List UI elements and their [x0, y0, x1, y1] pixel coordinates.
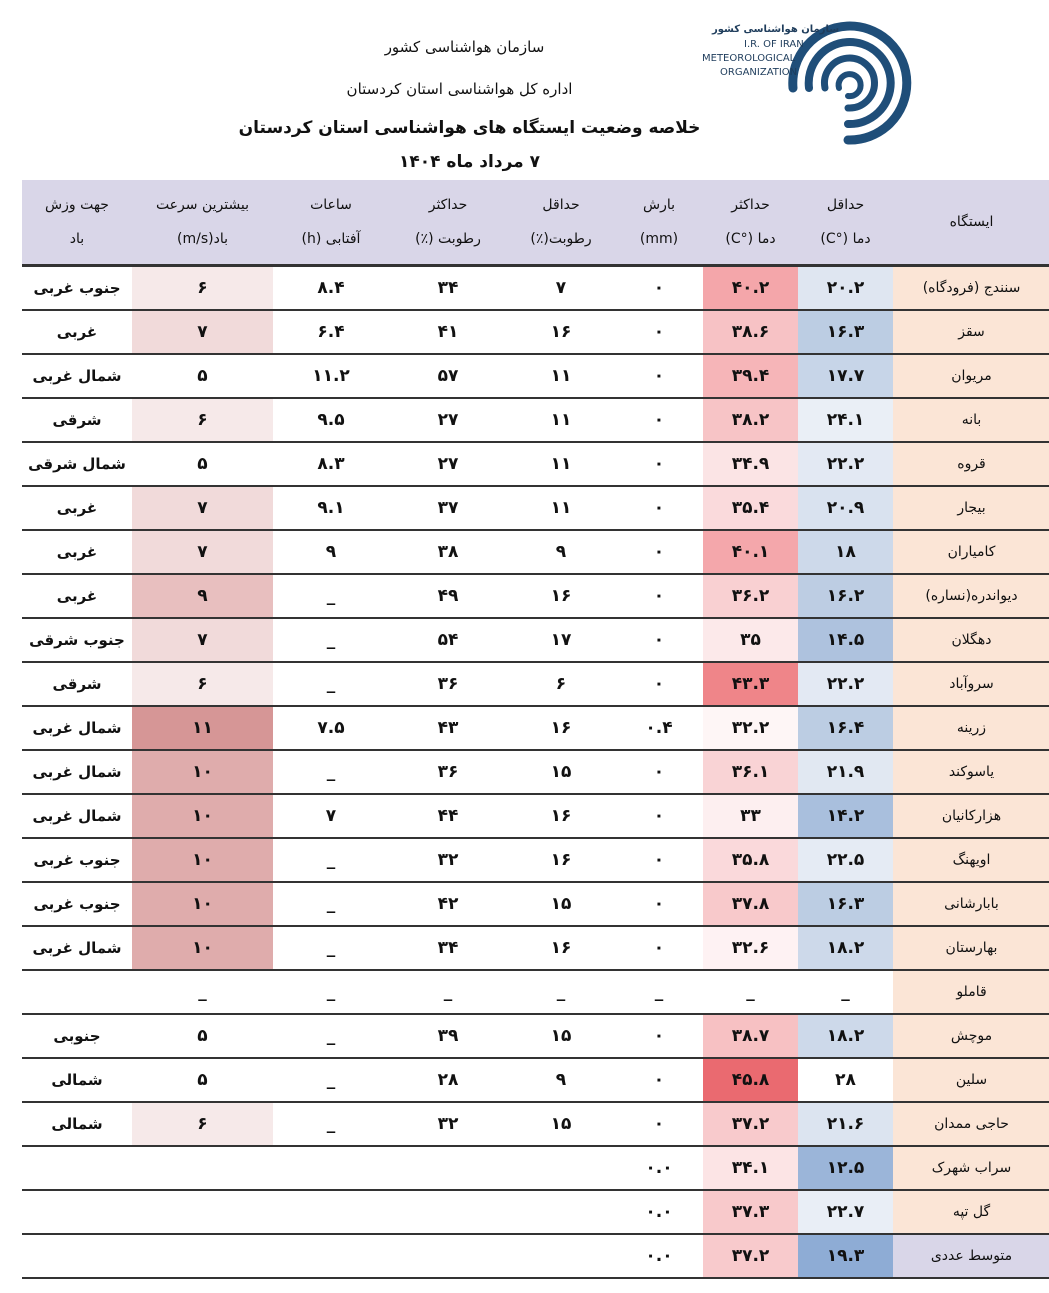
cell-sun: _ [273, 1058, 389, 1102]
cell-precip: ۰ [615, 618, 703, 662]
cell-wind: ۱۰ [132, 750, 273, 794]
column-header-line2: (mm) [639, 231, 679, 247]
table-row [22, 618, 1049, 662]
cell-tmin: ۱۸.۲ [798, 1014, 893, 1058]
cell-precip: ۰ [615, 1102, 703, 1146]
cell-rhmax: ۳۲ [389, 838, 507, 882]
cell-sun: ۶.۴ [273, 310, 389, 354]
column-header [615, 180, 703, 266]
cell-rhmin [507, 1234, 615, 1278]
cell-wind: ۵ [132, 354, 273, 398]
table-row [22, 970, 1049, 1014]
cell-tmin: ۲۸ [798, 1058, 893, 1102]
cell-precip: ۰ [615, 1058, 703, 1102]
cell-wind [132, 1234, 273, 1278]
cell-station: سراب شهرک [893, 1146, 1049, 1190]
table-row [22, 882, 1049, 926]
cell-station: کامیاران [893, 530, 1049, 574]
cell-dir: غربی [22, 574, 132, 618]
cell-tmin: ۱۴.۵ [798, 618, 893, 662]
cell-wind: ۵ [132, 1014, 273, 1058]
cell-precip: ۰ [615, 354, 703, 398]
cell-precip: ۰.۰ [615, 1146, 703, 1190]
cell-station: موچش [893, 1014, 1049, 1058]
cell-tmin: ۱۴.۲ [798, 794, 893, 838]
table-row [22, 1058, 1049, 1102]
cell-rhmin: ۱۷ [507, 618, 615, 662]
cell-tmax: _ [703, 970, 798, 1014]
logo-line3: ORGANIZATION [720, 67, 798, 78]
cell-precip: ۰ [615, 266, 703, 311]
cell-rhmin: ۱۱ [507, 354, 615, 398]
cell-tmax: ۳۵.۸ [703, 838, 798, 882]
cell-precip: ۰.۰ [615, 1234, 703, 1278]
cell-tmax: ۳۸.۶ [703, 310, 798, 354]
cell-dir: شمال غربی [22, 750, 132, 794]
cell-precip: ۰ [615, 574, 703, 618]
cell-sun [273, 1190, 389, 1234]
cell-tmin: ۱۸ [798, 530, 893, 574]
cell-rhmax: ۴۲ [389, 882, 507, 926]
cell-tmax: ۴۳.۳ [703, 662, 798, 706]
cell-rhmin: ۱۶ [507, 926, 615, 970]
cell-wind [132, 1146, 273, 1190]
cell-rhmin: ۱۱ [507, 486, 615, 530]
cell-dir: شمال غربی [22, 794, 132, 838]
cell-sun: _ [273, 662, 389, 706]
cell-rhmin: ۱۶ [507, 574, 615, 618]
cell-sun: ۷.۵ [273, 706, 389, 750]
cell-tmax: ۳۲.۶ [703, 926, 798, 970]
cell-rhmin: ۱۱ [507, 398, 615, 442]
cell-tmin: ۲۰.۹ [798, 486, 893, 530]
cell-tmin: ۲۱.۹ [798, 750, 893, 794]
cell-tmin: ۲۰.۲ [798, 266, 893, 311]
table-row [22, 1146, 1049, 1190]
table-row [22, 750, 1049, 794]
cell-tmax: ۳۵.۴ [703, 486, 798, 530]
cell-tmin: ۱۸.۲ [798, 926, 893, 970]
column-header [893, 180, 1049, 266]
cell-wind: ۶ [132, 1102, 273, 1146]
cell-tmin: _ [798, 970, 893, 1014]
cell-tmax: ۴۰.۲ [703, 266, 798, 311]
cell-station: سقز [893, 310, 1049, 354]
column-header [798, 180, 893, 266]
cell-tmax: ۳۷.۸ [703, 882, 798, 926]
table-row [22, 1014, 1049, 1058]
cell-tmax: ۳۹.۴ [703, 354, 798, 398]
cell-tmax: ۳۶.۱ [703, 750, 798, 794]
cell-rhmax: ۲۸ [389, 1058, 507, 1102]
cell-rhmax: ۳۴ [389, 266, 507, 311]
cell-wind: _ [132, 970, 273, 1014]
cell-precip: ۰ [615, 486, 703, 530]
table-body [22, 266, 1049, 1279]
cell-tmin: ۱۹.۳ [798, 1234, 893, 1278]
cell-tmin: ۲۲.۷ [798, 1190, 893, 1234]
table-row [22, 530, 1049, 574]
cell-precip: ۰ [615, 442, 703, 486]
cell-tmax: ۳۷.۲ [703, 1102, 798, 1146]
cell-wind: ۷ [132, 618, 273, 662]
cell-tmin: ۱۶.۲ [798, 574, 893, 618]
cell-rhmin [507, 1190, 615, 1234]
column-header [703, 180, 798, 266]
column-header-line1: حداکثر [731, 197, 770, 213]
cell-station: بیجار [893, 486, 1049, 530]
cell-tmax: ۳۷.۳ [703, 1190, 798, 1234]
cell-tmax: ۳۸.۷ [703, 1014, 798, 1058]
cell-wind: ۱۰ [132, 882, 273, 926]
cell-tmin: ۱۶.۳ [798, 310, 893, 354]
report-title: خلاصه وضعیت ایستگاه های هواشناسی استان کردستان [238, 118, 701, 138]
logo-fa-text: سازمان هواشناسی کشور [712, 24, 840, 35]
table-row [22, 574, 1049, 618]
table-row [22, 1102, 1049, 1146]
cell-rhmax [389, 1146, 507, 1190]
cell-sun: _ [273, 750, 389, 794]
logo-line1: I.R. OF IRAN [744, 39, 804, 50]
cell-rhmin: ۱۱ [507, 442, 615, 486]
cell-rhmin: ۶ [507, 662, 615, 706]
column-header-line2: دما (°C) [820, 231, 871, 247]
cell-dir: غربی [22, 310, 132, 354]
cell-precip: ۰ [615, 398, 703, 442]
cell-precip: ۰.۰ [615, 1190, 703, 1234]
table-row [22, 354, 1049, 398]
cell-wind: ۱۰ [132, 926, 273, 970]
cell-rhmax [389, 1234, 507, 1278]
cell-rhmax: ۳۶ [389, 750, 507, 794]
cell-sun: _ [273, 1014, 389, 1058]
column-header-line2: ایستگاه [949, 214, 994, 230]
column-header-line1: جهت وزش [45, 197, 109, 213]
logo-line2: METEOROLOGICAL [702, 53, 796, 64]
cell-tmin: ۱۶.۳ [798, 882, 893, 926]
cell-tmin: ۱۶.۴ [798, 706, 893, 750]
cell-rhmin [507, 1146, 615, 1190]
cell-sun: ۸.۳ [273, 442, 389, 486]
table-header-row [22, 180, 1049, 266]
cell-station: مریوان [893, 354, 1049, 398]
cell-tmin: ۱۷.۷ [798, 354, 893, 398]
column-header [273, 180, 389, 266]
cell-tmin: ۱۲.۵ [798, 1146, 893, 1190]
cell-dir: جنوب غربی [22, 266, 132, 311]
cell-wind: ۷ [132, 310, 273, 354]
cell-dir [22, 970, 132, 1014]
column-header [132, 180, 273, 266]
cell-dir: غربی [22, 486, 132, 530]
cell-rhmax: ۳۶ [389, 662, 507, 706]
cell-rhmax: ۲۷ [389, 398, 507, 442]
cell-wind: ۷ [132, 530, 273, 574]
cell-sun: ۹.۱ [273, 486, 389, 530]
cell-wind: ۶ [132, 266, 273, 311]
cell-wind: ۵ [132, 442, 273, 486]
cell-rhmin: ۱۶ [507, 706, 615, 750]
table-row [22, 266, 1049, 311]
table-row [22, 926, 1049, 970]
column-header-line2: دما (°C) [725, 231, 776, 247]
cell-dir [22, 1146, 132, 1190]
cell-wind [132, 1190, 273, 1234]
report-date: ۷ مرداد ماه ۱۴۰۴ [399, 152, 540, 172]
cell-dir: شمال شرقی [22, 442, 132, 486]
column-header-line1: بیشترین سرعت [155, 197, 250, 213]
cell-tmin: ۲۲.۲ [798, 662, 893, 706]
cell-sun: ۹ [273, 530, 389, 574]
cell-dir: شرقی [22, 662, 132, 706]
cell-station: قاملو [893, 970, 1049, 1014]
cell-sun [273, 1146, 389, 1190]
cell-sun: ۷ [273, 794, 389, 838]
cell-dir: شمال غربی [22, 706, 132, 750]
cell-tmax: ۳۴.۹ [703, 442, 798, 486]
cell-tmax: ۴۵.۸ [703, 1058, 798, 1102]
cell-rhmax: ۴۳ [389, 706, 507, 750]
table-row [22, 310, 1049, 354]
cell-sun: _ [273, 618, 389, 662]
cell-tmax: ۳۴.۱ [703, 1146, 798, 1190]
cell-station: بهارستان [893, 926, 1049, 970]
cell-station: حاجی ممدان [893, 1102, 1049, 1146]
cell-rhmax: ۳۸ [389, 530, 507, 574]
cell-precip: ۰ [615, 750, 703, 794]
cell-dir: شمالی [22, 1102, 132, 1146]
column-header-line2: باد(m/s) [177, 231, 228, 247]
cell-tmax: ۳۳ [703, 794, 798, 838]
cell-rhmax: ۲۷ [389, 442, 507, 486]
cell-tmin: ۲۱.۶ [798, 1102, 893, 1146]
cell-precip: ۰.۴ [615, 706, 703, 750]
cell-rhmin: ۱۵ [507, 750, 615, 794]
cell-precip: ۰ [615, 794, 703, 838]
column-header-line2: رطوبت (٪) [415, 231, 481, 247]
cell-tmax: ۳۲.۲ [703, 706, 798, 750]
cell-station: زرینه [893, 706, 1049, 750]
cell-rhmin: ۱۵ [507, 1102, 615, 1146]
table-row [22, 486, 1049, 530]
cell-station: متوسط عددی [893, 1234, 1049, 1278]
cell-dir: جنوب غربی [22, 838, 132, 882]
cell-rhmax: ۳۴ [389, 926, 507, 970]
cell-wind: ۱۰ [132, 838, 273, 882]
cell-rhmax: ۴۱ [389, 310, 507, 354]
cell-rhmax: ۴۴ [389, 794, 507, 838]
cell-sun [273, 1234, 389, 1278]
cell-wind: ۷ [132, 486, 273, 530]
cell-rhmax: ۳۷ [389, 486, 507, 530]
cell-dir: غربی [22, 530, 132, 574]
cell-station: دهگلان [893, 618, 1049, 662]
cell-rhmin: ۹ [507, 530, 615, 574]
table-row [22, 442, 1049, 486]
cell-sun: _ [273, 838, 389, 882]
cell-station: سنندج (فرودگاه) [893, 266, 1049, 311]
cell-rhmax: ۳۲ [389, 1102, 507, 1146]
cell-rhmax: ۵۷ [389, 354, 507, 398]
cell-sun: ۸.۴ [273, 266, 389, 311]
table-row [22, 706, 1049, 750]
cell-station: سلین [893, 1058, 1049, 1102]
cell-station: سروآباد [893, 662, 1049, 706]
cell-dir: جنوب غربی [22, 882, 132, 926]
cell-rhmin: ۹ [507, 1058, 615, 1102]
weather-summary-table [22, 180, 1049, 1279]
cell-station: دیواندره(نساره) [893, 574, 1049, 618]
table-row [22, 794, 1049, 838]
cell-sun: _ [273, 574, 389, 618]
table-row [22, 838, 1049, 882]
column-header-line1: ساعات [310, 197, 352, 213]
cell-wind: ۱۱ [132, 706, 273, 750]
cell-wind: ۱۰ [132, 794, 273, 838]
cell-dir [22, 1234, 132, 1278]
cell-sun: _ [273, 1102, 389, 1146]
cell-precip: ۰ [615, 310, 703, 354]
cell-station: قروه [893, 442, 1049, 486]
cell-station: بانه [893, 398, 1049, 442]
cell-tmin: ۲۴.۱ [798, 398, 893, 442]
cell-rhmin: ۱۶ [507, 794, 615, 838]
cell-station: یاسوکند [893, 750, 1049, 794]
cell-wind: ۹ [132, 574, 273, 618]
column-header-line1: بارش [642, 197, 675, 213]
cell-sun: _ [273, 926, 389, 970]
cell-precip: ۰ [615, 882, 703, 926]
column-header [22, 180, 132, 266]
cell-sun: _ [273, 970, 389, 1014]
cell-dir: جنوب شرقی [22, 618, 132, 662]
cell-precip: ۰ [615, 530, 703, 574]
cell-dir [22, 1190, 132, 1234]
cell-precip: ۰ [615, 926, 703, 970]
cell-tmax: ۴۰.۱ [703, 530, 798, 574]
cell-tmin: ۲۲.۲ [798, 442, 893, 486]
cell-dir: شرقی [22, 398, 132, 442]
cell-tmax: ۳۵ [703, 618, 798, 662]
cell-sun: ۱۱.۲ [273, 354, 389, 398]
cell-rhmax: ۳۹ [389, 1014, 507, 1058]
cell-tmax: ۳۷.۲ [703, 1234, 798, 1278]
cell-wind: ۵ [132, 1058, 273, 1102]
cell-station: هزارکانیان [893, 794, 1049, 838]
column-header [507, 180, 615, 266]
cell-dir: شمال غربی [22, 354, 132, 398]
column-header-line1: حداکثر [428, 197, 468, 213]
table-row [22, 662, 1049, 706]
cell-sun: ۹.۵ [273, 398, 389, 442]
cell-tmin: ۲۲.۵ [798, 838, 893, 882]
cell-rhmin: ۱۶ [507, 838, 615, 882]
cell-dir: شمال غربی [22, 926, 132, 970]
column-header-line2: آفتابی (h) [301, 231, 361, 247]
cell-station: بابارشانی [893, 882, 1049, 926]
cell-rhmax: ۴۹ [389, 574, 507, 618]
cell-rhmax: _ [389, 970, 507, 1014]
cell-precip: _ [615, 970, 703, 1014]
cell-wind: ۶ [132, 662, 273, 706]
cell-station: اویهنگ [893, 838, 1049, 882]
column-header [389, 180, 507, 266]
cell-precip: ۰ [615, 838, 703, 882]
column-header-line2: رطوبت(٪) [530, 231, 592, 247]
cell-tmax: ۳۶.۲ [703, 574, 798, 618]
cell-precip: ۰ [615, 1014, 703, 1058]
cell-rhmax [389, 1190, 507, 1234]
department-name: اداره کل هواشناسی استان کردستان [346, 80, 573, 98]
cell-rhmin: ۱۵ [507, 1014, 615, 1058]
cell-station: گل تپه [893, 1190, 1049, 1234]
cell-dir: جنوبی [22, 1014, 132, 1058]
cell-wind: ۶ [132, 398, 273, 442]
cell-rhmax: ۵۴ [389, 618, 507, 662]
cell-rhmin: ۷ [507, 266, 615, 311]
cell-precip: ۰ [615, 662, 703, 706]
cell-rhmin: ۱۶ [507, 310, 615, 354]
cell-tmax: ۳۸.۲ [703, 398, 798, 442]
cell-rhmin: _ [507, 970, 615, 1014]
table-row [22, 1234, 1049, 1278]
organization-name: سازمان هواشناسی کشور [384, 38, 545, 56]
column-header-line1: حداقل [542, 197, 580, 213]
column-header-line2: باد [69, 231, 85, 247]
column-header-line1: حداقل [826, 197, 865, 213]
table-row [22, 1190, 1049, 1234]
cell-sun: _ [273, 882, 389, 926]
cell-dir: شمالی [22, 1058, 132, 1102]
cell-rhmin: ۱۵ [507, 882, 615, 926]
table-row [22, 398, 1049, 442]
